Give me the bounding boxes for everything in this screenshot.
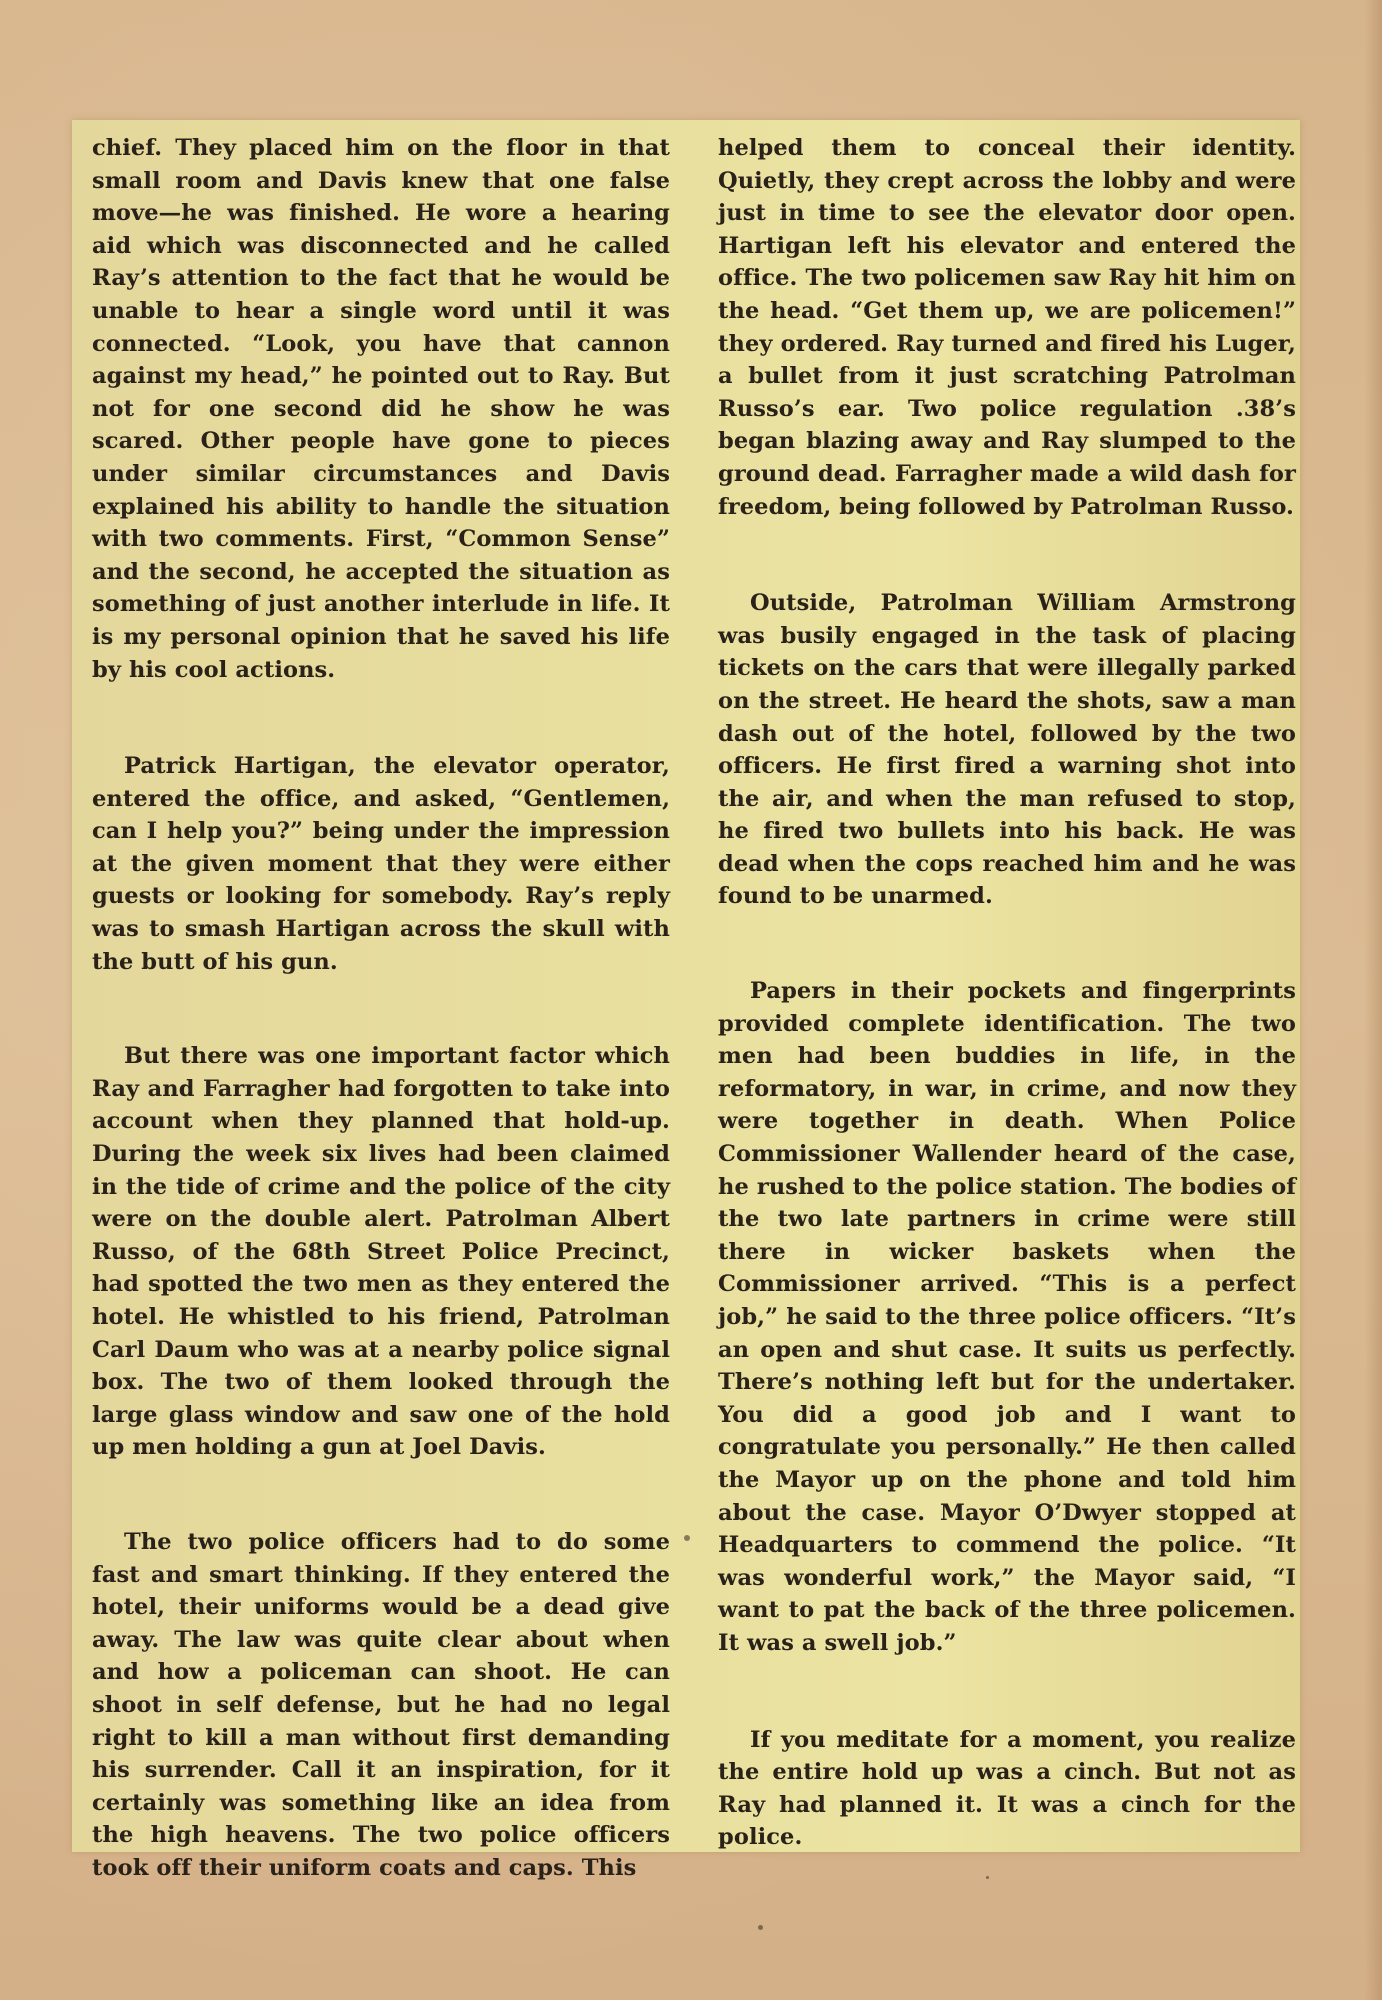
paragraph: The two police officers had to do some fast and smart thinking. If they entered the hotel, their uniforms would be a dead give away. The law was quite clear about when and how a policeman can shoot. He can shoot in self defense, but he had no legal right to kill a man without first demanding his surrender. Call it an inspiration, for it certainly was something like an idea from the high heavens. The two police officers took off their uniform coats and caps. This [92, 1528, 670, 1881]
paragraph: Outside, Patrolman William Armstrong was busily engaged in the task of placing tickets on the cars that were illegally parked on the street. He heard the shots, saw a man dash out of the hotel, followed by the two officers. He first fired a warning shot into the air, and when the man refused to stop, he fired two bullets into his back. He was dead when the cops reached him and he was found to be unarmed. [718, 590, 1296, 910]
print-speck [758, 1925, 763, 1930]
page-edge [1364, 0, 1382, 2000]
left-column [92, 132, 670, 1885]
print-speck [684, 1535, 690, 1541]
paragraph: If you meditate for a moment, you realize the entire hold up was a cinch. But not as Ray had planned it. It was a cinch for the police. [718, 1726, 1296, 1851]
print-speck [986, 1876, 989, 1879]
paragraph: But there was one important factor which Ray and Farragher had forgotten to take into account when they planned that hold-up. During the week six lives had been claimed in the tide of crime and the police of the city were on the double alert. Patrolman Albert Russo, of the 68th Street Police Precinct, had spotted the two men as they entered the hotel. He whistled to his friend, Patrolman Carl Daum who was at a nearby police signal box. The two of them looked through the large glass window and saw one of the hold up men holding a gun at Joel Davis. [92, 1043, 670, 1461]
paragraph: Papers in their pockets and fingerprints provided complete identification. The two men had been buddies in life, in the reformatory, in war, in crime, and now they were together in death. When Police Commissioner Wallender heard of the case, he rushed to the police station. The bodies of the two late partners in crime were still there in wicker baskets when the Commissioner arrived. “This is a perfect job,” he said to the three police officers. “It’s an open and shut case. It suits us perfectly. There’s nothing left but for the undertaker. You did a good job and I want to congratulate you personally.” He then called the Mayor up on the phone and told him about the case. Mayor O’Dwyer stopped at Headquarters to commend the police. “It was wonderful work,” the Mayor said, “I want to pat the back of the three policemen. It was a swell job.” [718, 978, 1296, 1656]
paragraph: chief. They placed him on the floor in that small room and Davis knew that one false move—he was finished. He wore a hearing aid which was disconnected and he called Ray’s attention to the fact that he would be unable to hear a single word until it was connected. “Look, you have that cannon against my head,” he pointed out to Ray. But not for one second did he show he was scared. Other people have gone to pieces under similar circumstances and Davis explained his ability to handle the situation with two comments. First, “Common Sense” and the second, he accepted the situation as something of just another interlude in life. It is my personal opinion that he saved his life by his cool actions. [92, 135, 670, 683]
paragraph: helped them to conceal their identity. Quietly, they crept across the lobby and were just in time to see the elevator door open. Hartigan left his elevator and entered the office. The two policemen saw Ray hit him on the head. “Get them up, we are policemen!” they ordered. Ray turned and fired his Luger, a bullet from it just scratching Patrolman Russo’s ear. Two police regulation .38’s began blazing away and Ray slumped to the ground dead. Farragher made a wild dash for freedom, being followed by Patrolman Russo. [718, 135, 1296, 520]
right-column [718, 132, 1296, 1854]
paragraph: Patrick Hartigan, the elevator operator, entered the office, and asked, “Gentlemen, can I help you?” being under the impression at the given moment that they were either guests or looking for somebody. Ray’s reply was to smash Hartigan across the skull with the butt of his gun. [92, 753, 670, 975]
text-panel [72, 120, 1300, 1881]
